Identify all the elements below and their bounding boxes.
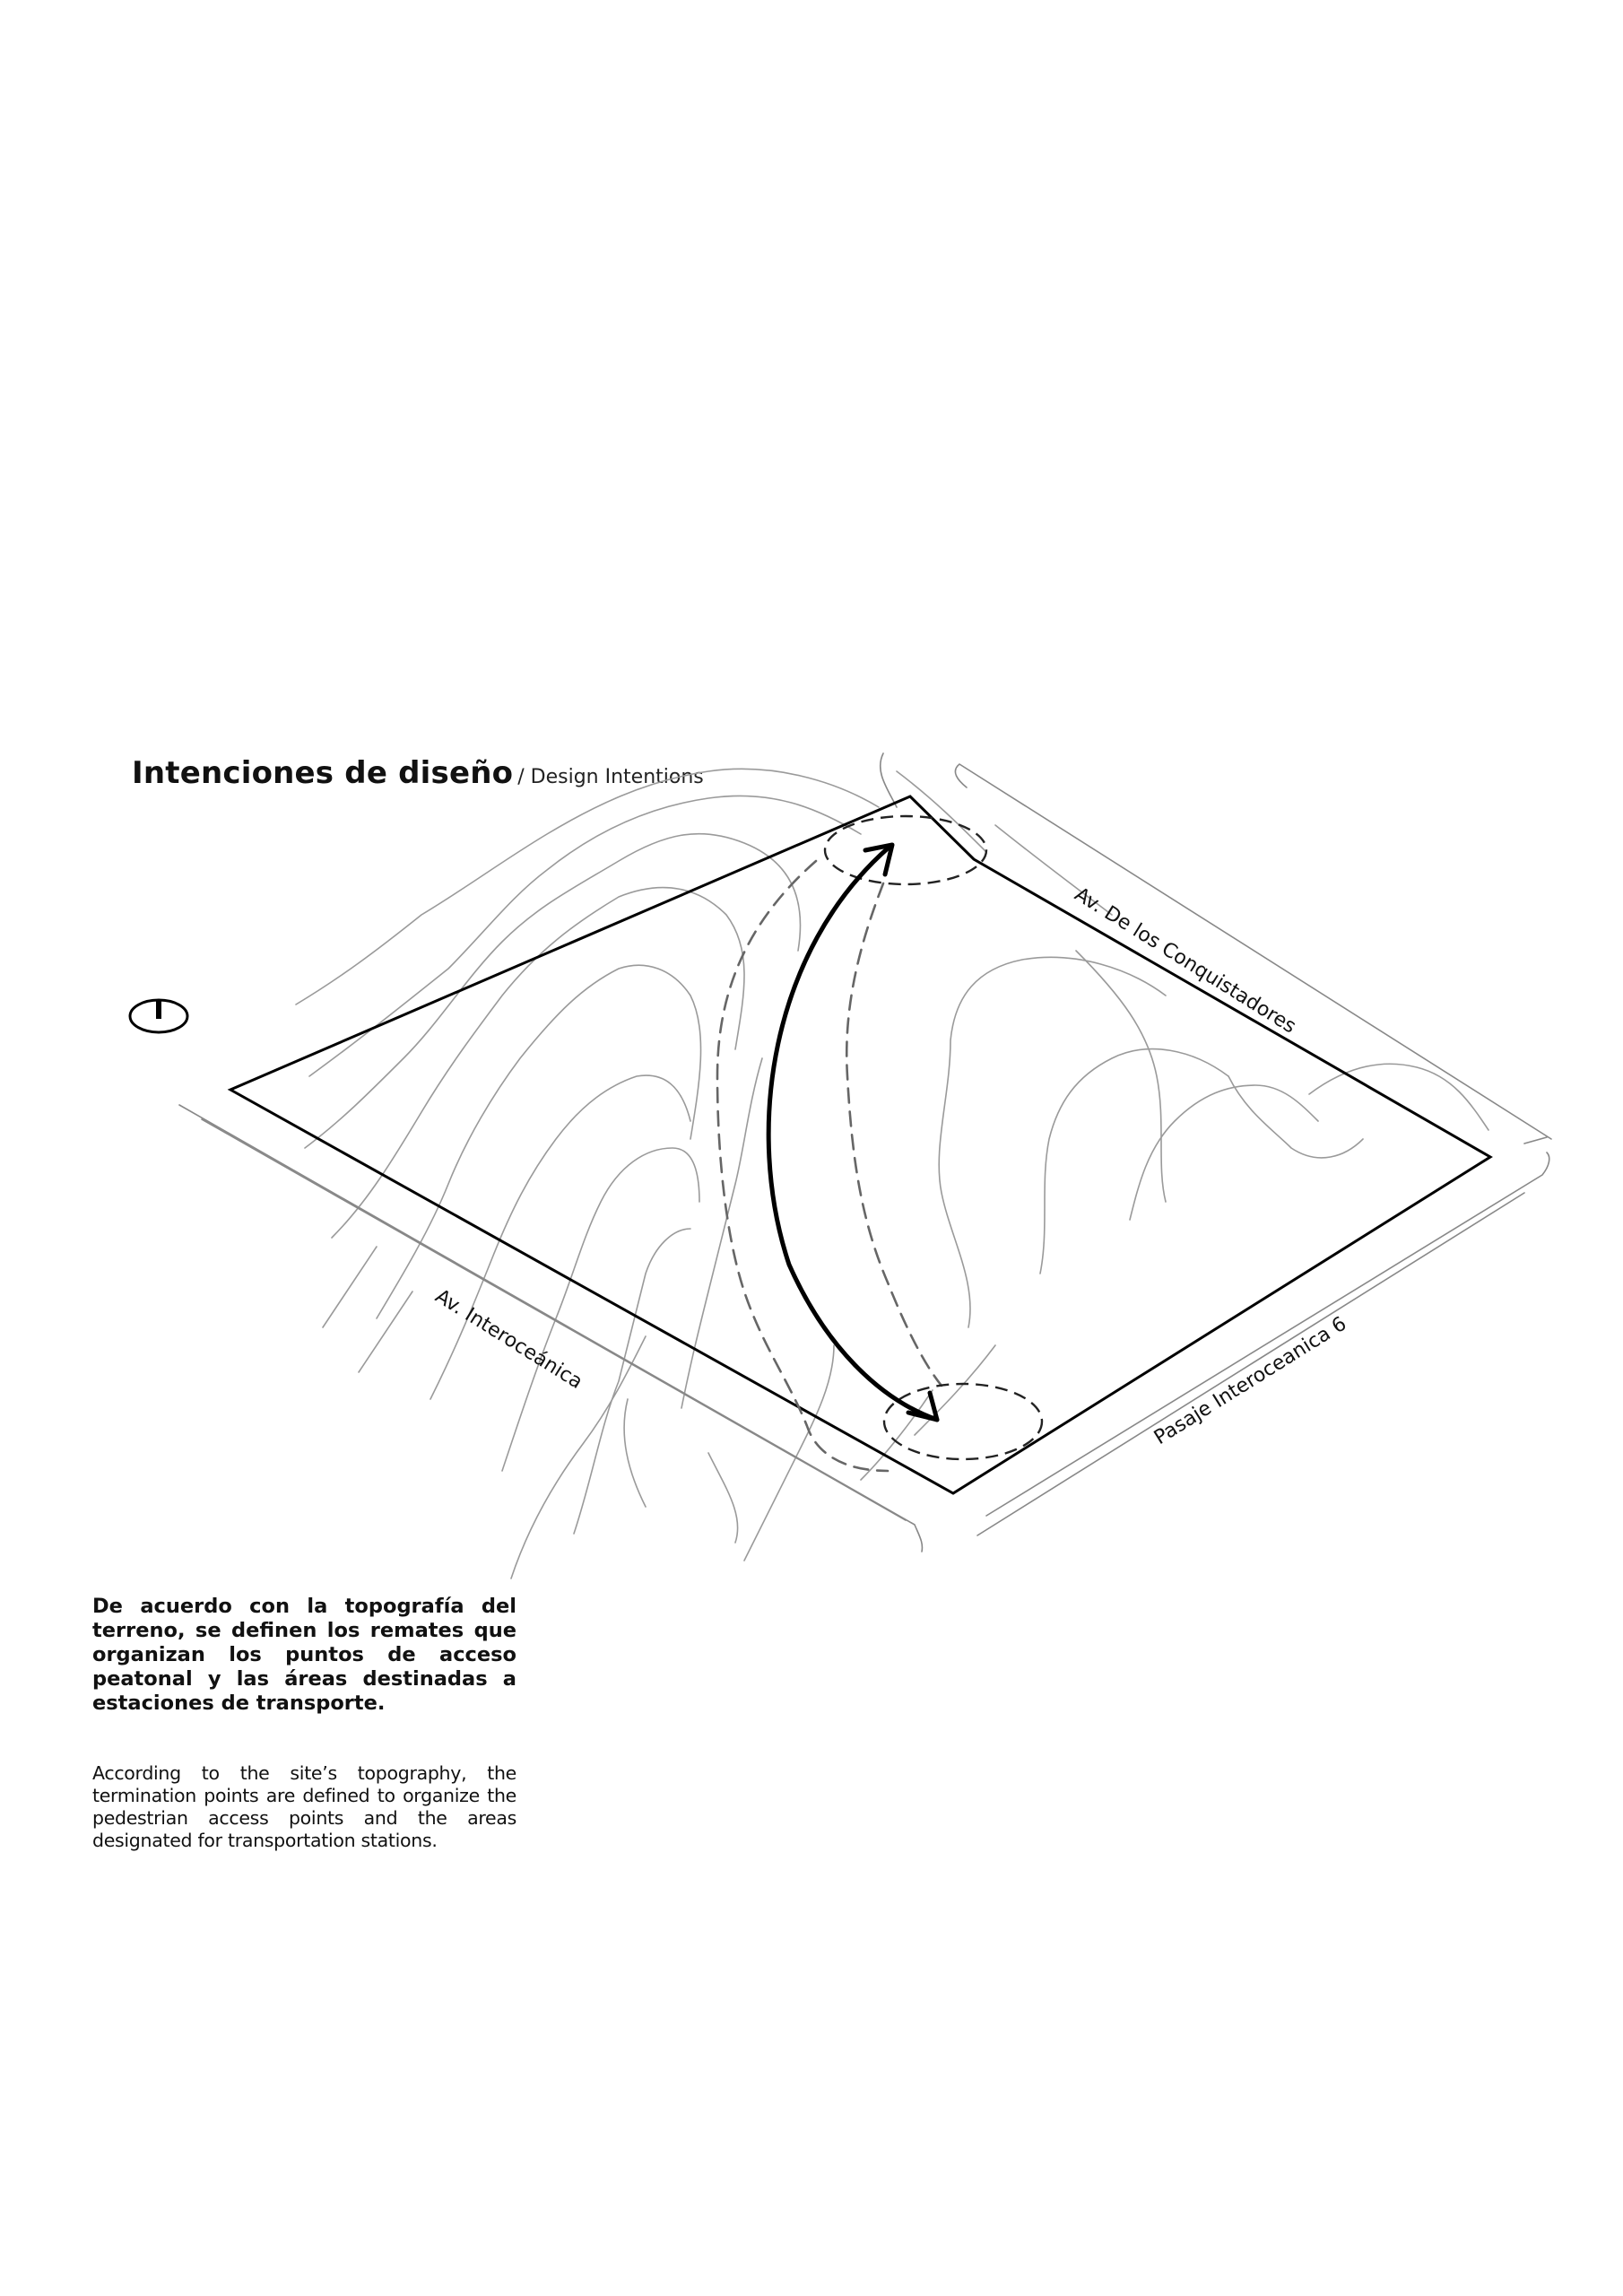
connection-arrow: [768, 845, 937, 1420]
title-subtitle: / Design Intentions: [517, 766, 704, 788]
contour-lines: [296, 769, 1488, 1578]
title-main: Intenciones de diseño: [132, 755, 514, 791]
street-label-pasaje-interoceanica: Pasaje Interoceanica 6: [1150, 1312, 1351, 1450]
description-spanish: De acuerdo con la topografía del terreno, se definen los remates que organizan los puntos de acceso peatonal y las áreas destinadas a estaciones de transporte.: [92, 1595, 516, 1715]
street-label-av-interoceanica: Av. Interoceánica: [430, 1284, 586, 1394]
north-indicator-icon: [130, 999, 187, 1032]
north-termination-ellipse: [825, 816, 986, 884]
site-boundary: [230, 796, 1490, 1493]
south-termination-ellipse: [884, 1384, 1042, 1459]
description-english: According to the site’s topography, the termination points are defined to organize the pedestrian access points and the areas designated for transportation stations.: [92, 1762, 516, 1851]
street-label-av-conquistadores: Av. De los Conquistadores: [1070, 883, 1300, 1039]
